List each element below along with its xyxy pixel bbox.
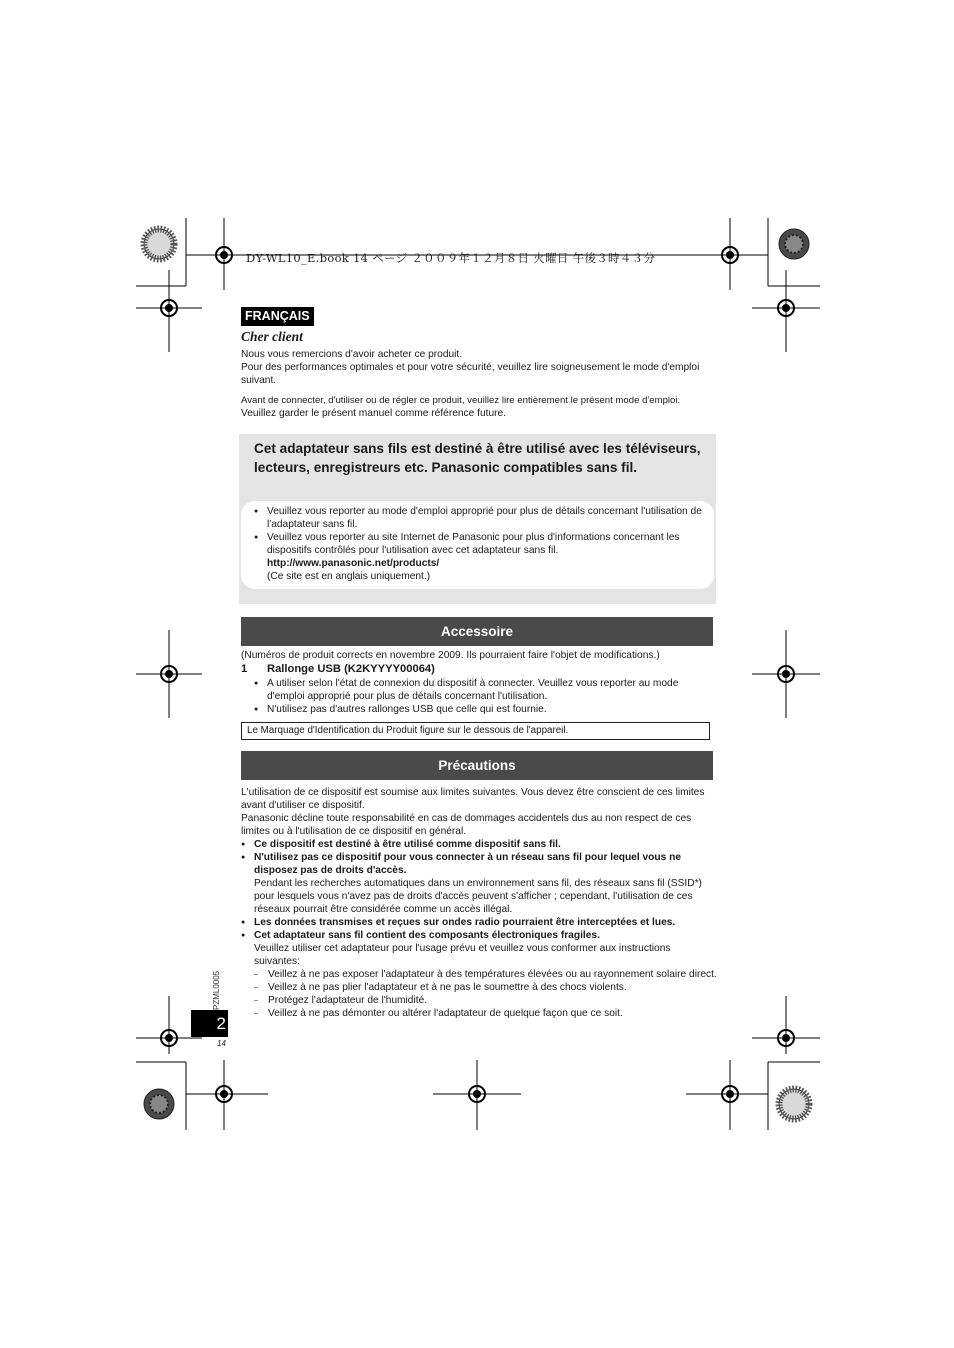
precautions-list <box>241 838 719 1020</box>
instruction-list <box>254 968 719 1020</box>
greeting: Cher client <box>241 329 303 344</box>
document-code: PZML0005 <box>212 970 221 1010</box>
intro-paragraph-2 <box>241 394 716 420</box>
accessory-notes <box>254 677 714 716</box>
accessory-name: Rallonge USB (K2KYYYY00064) <box>267 663 435 675</box>
accessory-number: 1 <box>241 663 248 675</box>
list-item: ● N'utilisez pas d'autres rallonges USB que celle qui est fournie. <box>254 703 714 716</box>
list-item: ● A utiliser selon l'état de connexion du dispositif à connecter. Veuillez vous reporter au mode d'emploi approprié pour plus de détails concernant l'utilisation. <box>254 677 714 703</box>
id-marking-note: Le Marquage d'Identification du Produit figure sur le dessous de l'appareil. <box>241 722 710 740</box>
accessoire-heading: Accessoire <box>241 617 713 646</box>
intro-line-keep: Veuillez garder le présent manuel comme référence future. <box>241 408 507 419</box>
panasonic-url[interactable]: http://www.panasonic.net/products/ <box>267 558 440 569</box>
precautions-para-limits: L'utilisation de ce dispositif est soumise aux limites suivantes. Vous devez être conscient de ces limites avant d'utiliser ce dispositif. <box>241 787 705 811</box>
website-note: Veuillez vous reporter au site Internet de Panasonic pour plus d'informations concernant les dispositifs contrôlés pour l'utilisation avec cet adaptateur sans fil. <box>267 532 680 556</box>
precautions-intro <box>241 786 716 838</box>
precaution-bold: N'utilisez pas ce dispositif pour vous connecter à un réseau sans fil pour lequel vous ne disposez pas de droits d'accès. <box>254 852 682 876</box>
precaution-detail: Pendant les recherches automatiques dans un environnement sans fil, des réseaux sans fil (SSID*) pour lesquels vous n'avez pas de droits d'accès peuvent s'afficher ; cependant, l'utilisation de ces réseaux pourrait être considérée comme un accès illégal. <box>254 878 702 915</box>
book-info-header: DY-WL10_E.book 14 ページ ２００９年１２月８日 火曜日 午後３時４３分 <box>246 251 656 265</box>
list-item: ● Veuillez vous reporter au mode d'emploi approprié pour plus de détails concernant l'utilisation de l'adaptateur sans fil. <box>254 505 706 531</box>
page-tab-number: 2 <box>216 1014 226 1033</box>
precaution-bold: Cet adaptateur sans fil contient des composants électroniques fragiles. <box>254 930 600 941</box>
language-badge: FRANÇAIS <box>241 307 314 326</box>
precautions-para-liability: Panasonic décline toute responsabilité en cas de dommages accidentels dus au non respect de ces limites ou à l'utilisation de ce dispositif en général. <box>241 813 692 837</box>
list-item <box>254 531 706 583</box>
list-item: ● Ce dispositif est destiné à être utilisé comme dispositif sans fil. <box>241 838 719 851</box>
intro-line-performance: Pour des performances optimales et pour votre sécurité, veuillez lire soigneusement le mode d'emploi suivant. <box>241 362 700 386</box>
list-item <box>241 929 719 1020</box>
list-item: – Veillez à ne pas exposer l'adaptateur à des températures élevées ou au rayonnement solaire direct. <box>254 968 719 981</box>
compatibility-notes <box>254 505 706 583</box>
list-item: – Protégez l'adaptateur de l'humidité. <box>254 994 719 1007</box>
accessory-item <box>241 663 435 676</box>
list-item: – Veillez à ne pas plier l'adaptateur et à ne pas le soumettre à des chocs violents. <box>254 981 719 994</box>
list-item: – Veillez à ne pas démonter ou altérer l'adaptateur de quelque façon que ce soit. <box>254 1007 719 1020</box>
page-tab <box>191 1010 228 1037</box>
list-item: ● Les données transmises et reçues sur ondes radio pourraient être interceptées et lues. <box>241 916 719 929</box>
page-number: 14 <box>217 1039 226 1048</box>
list-item <box>241 851 719 916</box>
intro-line-thanks: Nous vous remercions d'avoir acheter ce produit. <box>241 349 463 360</box>
intro-paragraph <box>241 348 716 387</box>
url-language-note: (Ce site est en anglais uniquement.) <box>267 571 431 582</box>
compatibility-title: Cet adaptateur sans fils est destiné à être utilisé avec les téléviseurs, lecteurs, enregistreurs etc. Panasonic compatibles sans fil. <box>254 441 701 475</box>
product-number-note: (Numéros de produit corrects en novembre 2009. Ils pourraient faire l'objet de modifications.) <box>241 650 660 661</box>
precaution-detail: Veuillez utiliser cet adaptateur pour l'usage prévu et veuillez vous conformer aux instructions suivantes: <box>254 943 671 967</box>
intro-line-read: Avant de connecter, d'utiliser ou de régler ce produit, veuillez lire entièrement le présent mode d'emploi. <box>241 395 681 406</box>
precautions-heading: Précautions <box>241 751 713 780</box>
